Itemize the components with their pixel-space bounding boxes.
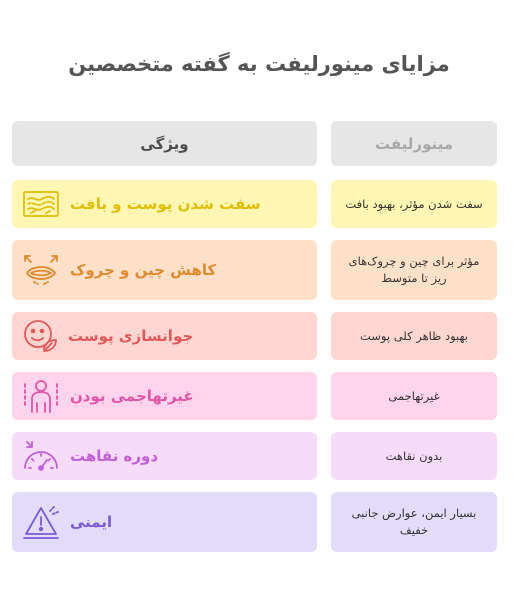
minolift-value: غیرتهاجمی	[388, 388, 440, 403]
header-minolift-label: مینورلیفت	[375, 134, 454, 153]
header-feature-label: ویژگی	[140, 134, 189, 153]
feature-label: جوانسازی پوست	[68, 327, 194, 345]
minolift-value: بسیار ایمن، عوارض جانبی خفیف	[351, 506, 477, 537]
page-title: مزایای مینورلیفت به گفته متخصصین	[68, 52, 450, 76]
minolift-value: بدون نقاهت	[385, 448, 443, 463]
feature-cell-rejuvenation	[12, 312, 317, 360]
header-feature	[12, 121, 317, 166]
feature-cell-wrinkles	[12, 240, 317, 300]
feature-label: دوره نقاهت	[70, 447, 159, 465]
feature-cell-safety	[12, 492, 317, 552]
feature-cell-noninvasive	[12, 372, 317, 420]
minolift-value: سفت شدن مؤثر، بهبود بافت	[345, 196, 483, 211]
gauge-icon	[22, 438, 60, 474]
feature-label: کاهش چین و چروک	[70, 261, 217, 279]
minolift-cell-noninvasive	[331, 372, 497, 420]
face-leaf-icon	[22, 318, 58, 354]
skin-texture-icon	[22, 189, 60, 219]
feature-label: ایمنی	[70, 513, 113, 531]
face-lift-icon	[22, 253, 60, 287]
person-icon	[22, 378, 60, 414]
minolift-cell-wrinkles	[331, 240, 497, 300]
minolift-value: مؤثر برای چین و چروک‌های ریز تا متوسط	[348, 254, 480, 285]
feature-cell-recovery	[12, 432, 317, 480]
minolift-cell-rejuvenation	[331, 312, 497, 360]
feature-label: غیرتهاجمی بودن	[70, 387, 194, 405]
warning-icon	[22, 504, 60, 540]
feature-cell-firmness	[12, 180, 317, 228]
header-minolift	[331, 121, 497, 166]
feature-label: سفت شدن پوست و بافت	[70, 195, 261, 213]
minolift-cell-safety	[331, 492, 497, 552]
minolift-value: بهبود ظاهر کلی پوست	[360, 328, 469, 343]
minolift-cell-firmness	[331, 180, 497, 228]
minolift-cell-recovery	[331, 432, 497, 480]
